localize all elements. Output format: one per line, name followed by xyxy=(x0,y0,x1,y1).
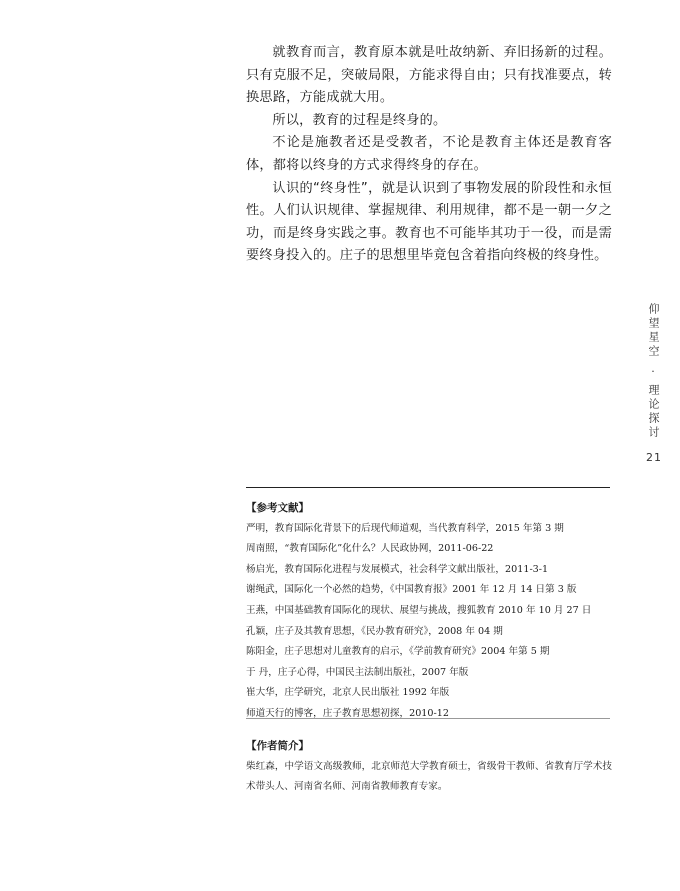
header-separator: · xyxy=(651,365,655,378)
reference-item: 杨启光，教育国际化进程与发展模式，社会科学文献出版社，2011-3-1 xyxy=(246,563,549,575)
reference-item: 周南照，“教育国际化”化什么？人民政协网，2011-06-22 xyxy=(246,543,494,555)
references-heading: 【参考文献】 xyxy=(246,502,309,514)
references xyxy=(246,498,612,725)
reference-item: 王燕，中国基础教育国际化的现状、展望与挑战，搜狐教育 2010 年 10 月 27 日 xyxy=(246,604,592,616)
body-text xyxy=(246,42,612,268)
section-title: 仰望星空 xyxy=(647,303,660,359)
running-header xyxy=(643,303,663,440)
divider-author xyxy=(246,718,610,719)
reference-item: 于 丹，庄子心得，中国民主法制出版社，2007 年版 xyxy=(246,666,469,678)
reference-item: 师道天行的博客，庄子教育思想初探，2010-12 xyxy=(246,707,449,719)
author-heading: 【作者简介】 xyxy=(246,740,309,752)
author-info xyxy=(246,736,612,798)
paragraph: 就教育而言，教育原本就是吐故纳新、弃旧扬新的过程。只有克服不足，突破局限，方能求得自由；只有找准要点，转换思路，方能成就大用。 xyxy=(246,45,612,106)
divider-references xyxy=(246,487,610,488)
reference-item: 陈阳金，庄子思想对儿童教育的启示，《学前教育研究》2004 年第 5 期 xyxy=(246,646,550,658)
paragraph: 不论是施教者还是受教者，不论是教育主体还是教育客体，都将以终身的方式求得终身的存在。 xyxy=(246,135,612,173)
reference-item: 严明，教育国际化背景下的后现代师道观，当代教育科学，2015 年第 3 期 xyxy=(246,522,564,534)
paragraph: 认识的“终身性”，就是认识到了事物发展的阶段性和永恒性。人们认识规律、掌握规律、利用规律，都不是一朝一夕之功，而是终身实践之事。教育也不可能毕其功于一役，而是需要终身投入的。庄子的思想里毕竟包含着指向终极的终身性。 xyxy=(246,180,612,264)
page-number: 21 xyxy=(646,451,662,464)
reference-item: 崔大华，庄学研究，北京人民出版社 1992 年版 xyxy=(246,687,450,699)
author-bio: 柴红森，中学语文高级教师，北京师范大学教育硕士，省级骨干教师、省教育厅学术技术带头人、河南省名师、河南省教师教育专家。 xyxy=(246,760,612,793)
reference-item: 孔颖，庄子及其教育思想，《民办教育研究》，2008 年 04 期 xyxy=(246,625,503,637)
paragraph: 所以，教育的过程是终身的。 xyxy=(272,112,447,128)
subsection-title: 理论探讨 xyxy=(647,384,660,440)
reference-item: 谢绳武，国际化一个必然的趋势，《中国教育报》2001 年 12 月 14 日第 3 版 xyxy=(246,584,577,596)
